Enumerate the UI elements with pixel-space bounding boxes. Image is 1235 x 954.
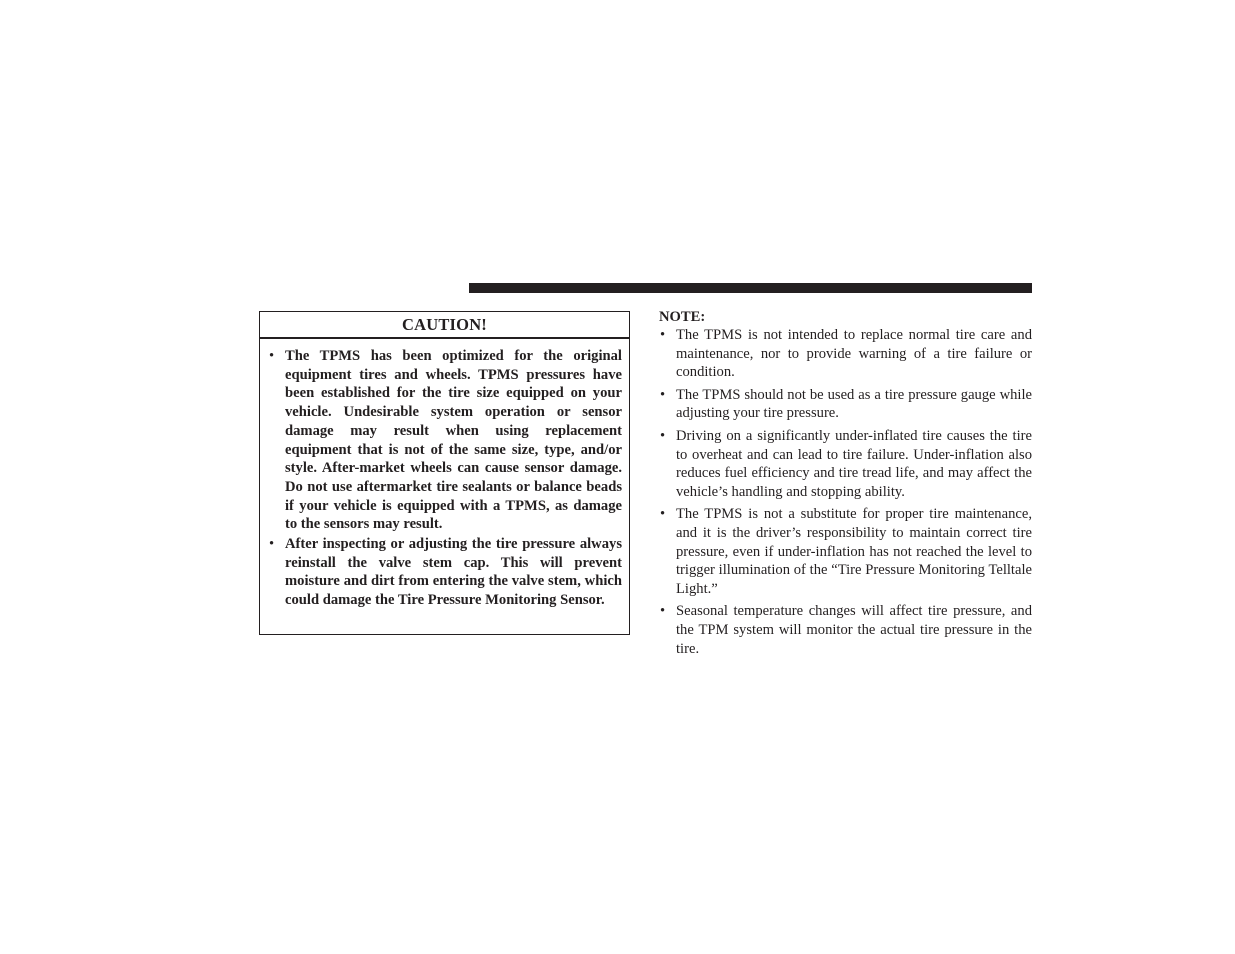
note-item-text: The TPMS is not a substitute for proper tire maintenance, and it is the driver’s responsibility to maintain correct tire pressure, even if under-inflation has not reached the level to trigger illumination of the “Tire Pressure Monitoring Telltale Light.” bbox=[676, 506, 1032, 597]
note-label: NOTE: bbox=[659, 309, 706, 325]
caution-item-text: The TPMS has been optimized for the original equipment tires and wheels. TPMS pressures have been established for the tire size equipped on your vehicle. Undesirable system operation or sensor damage may result when using replacement equipment that is not of the same size, type, and/or style. After-market wheels can cause sensor damage. Do not use aftermarket tire sealants or balance beads if your vehicle is equipped with a TPMS, as damage to the sensors may result. bbox=[285, 348, 622, 533]
caution-item-text: After inspecting or adjusting the tire pressure always reinstall the valve stem cap. This will prevent moisture and dirt from entering the valve stem, which could damage the Tire Pressure Monitoring Sensor. bbox=[285, 536, 622, 609]
caution-item bbox=[268, 535, 622, 610]
note-item bbox=[659, 386, 1032, 423]
note-item bbox=[659, 602, 1032, 658]
note-item bbox=[659, 427, 1032, 501]
caution-box bbox=[259, 311, 630, 635]
caution-title: CAUTION! bbox=[260, 312, 629, 339]
caution-item bbox=[268, 347, 622, 534]
note-item bbox=[659, 326, 1032, 382]
note-item bbox=[659, 505, 1032, 598]
bullet-icon: • bbox=[269, 348, 275, 364]
bullet-icon: • bbox=[660, 603, 666, 620]
note-item-text: Seasonal temperature changes will affect tire pressure, and the TPM system will monitor the actual tire pressure in the tire. bbox=[676, 603, 1032, 657]
bullet-icon: • bbox=[660, 386, 666, 403]
note-section bbox=[659, 308, 1032, 662]
bullet-icon: • bbox=[660, 327, 666, 343]
bullet-icon: • bbox=[660, 506, 666, 523]
note-list bbox=[659, 326, 1032, 658]
section-header-rule bbox=[469, 283, 1032, 293]
note-item-text: Driving on a significantly under-inflated tire causes the tire to overheat and can lead to tire failure. Under-inflation also reduces fuel efficiency and tire tread life, and may affect the vehicle’s handling and stopping ability. bbox=[676, 427, 1032, 500]
bullet-icon: • bbox=[269, 536, 275, 553]
note-item-text: The TPMS should not be used as a tire pressure gauge while adjusting your tire pressure. bbox=[676, 386, 1032, 422]
caution-list bbox=[260, 339, 629, 610]
note-item-text: The TPMS is not intended to replace normal tire care and maintenance, nor to provide warning of a tire failure or condition. bbox=[676, 327, 1032, 381]
bullet-icon: • bbox=[660, 427, 666, 444]
